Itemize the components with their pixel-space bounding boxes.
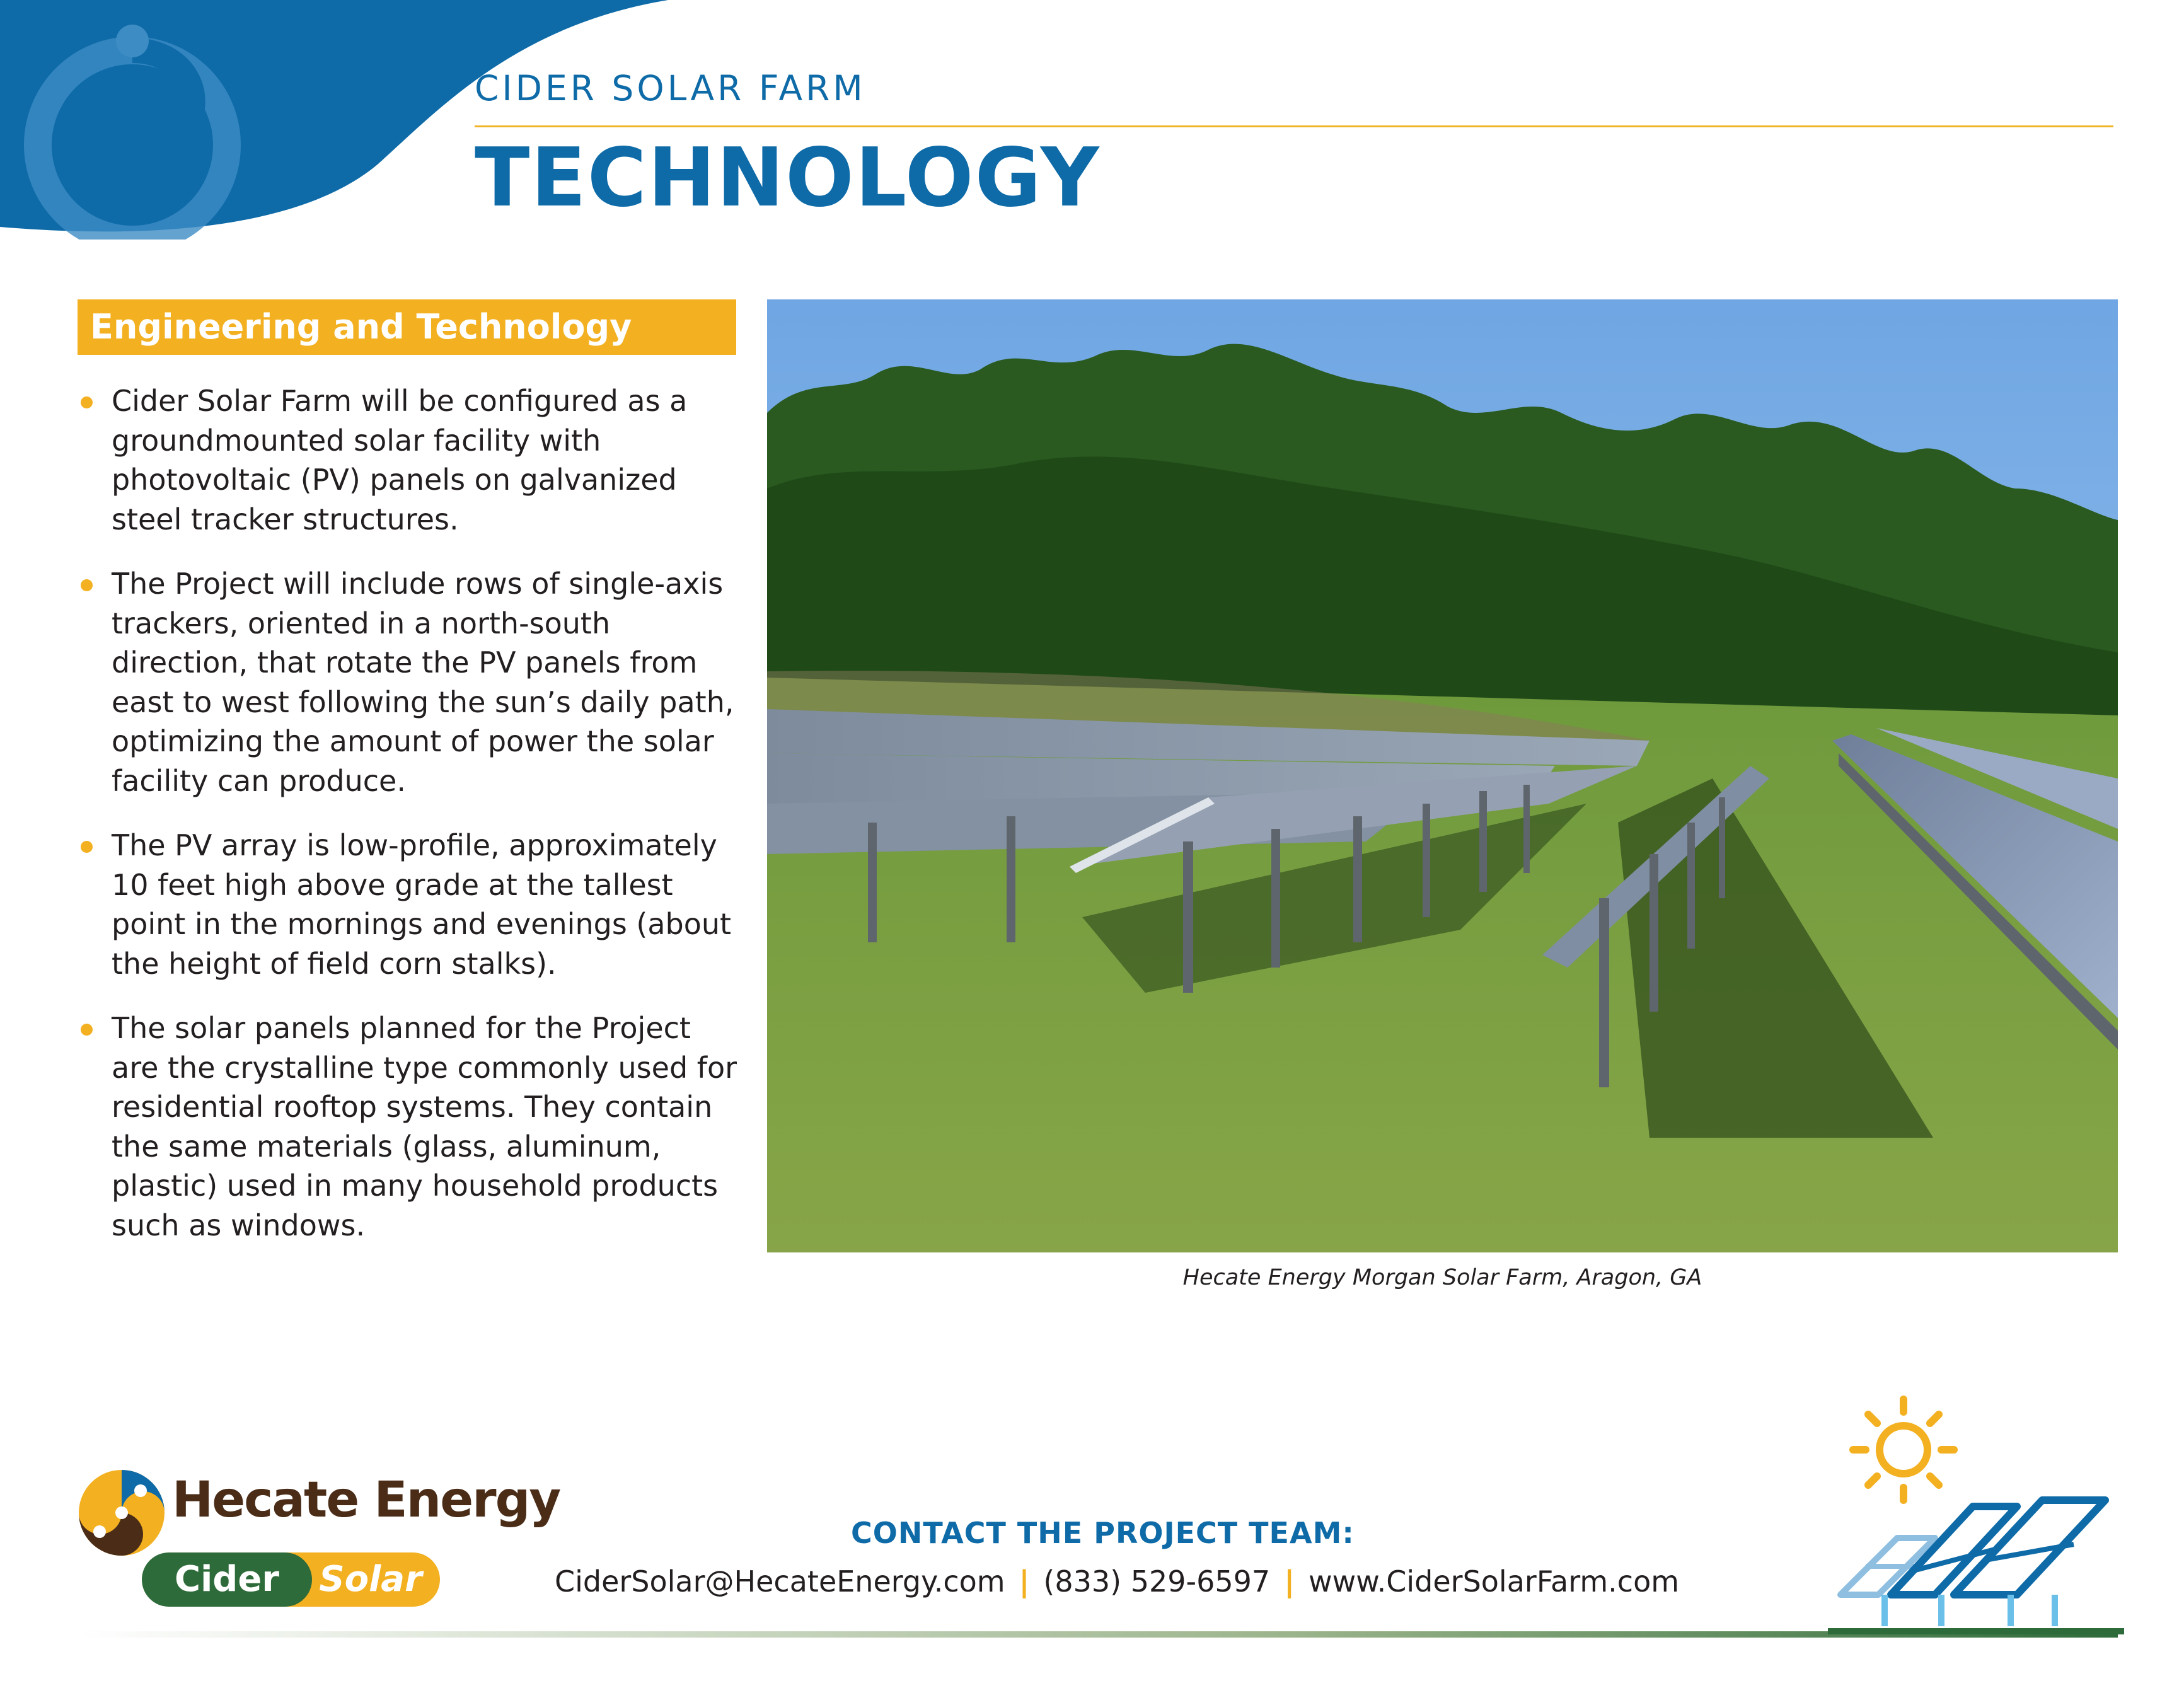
section-heading: Engineering and Technology (90, 307, 632, 347)
sun-solar-panel-icon (1828, 1387, 2124, 1639)
solar-farm-photo (767, 299, 2118, 1252)
page-title: TECHNOLOGY (475, 131, 1101, 225)
bullet-text: Cider Solar Farm will be configured as a groundmounted solar facility with photovoltaic (PV) panels on galvanized steel tracker structures. (112, 384, 688, 536)
page-subtitle: CIDER SOLAR FARM (475, 68, 866, 108)
contact-phone[interactable]: (833) 529-6597 (1043, 1564, 1271, 1598)
header-divider (475, 125, 2113, 127)
logo-solar-pill: Solar (276, 1552, 440, 1607)
bullet-item (76, 381, 744, 539)
bullet-text: The Project will include rows of single-axis trackers, oriented in a north-south direction, that rotate the PV panels from east to west following the sun’s daily path, optimizing the amount of power the solar facility can produce. (112, 567, 734, 798)
bullet-item (76, 564, 744, 801)
contact-line (555, 1564, 1679, 1598)
hecate-energy-logo (74, 1459, 560, 1610)
bullet-list (76, 381, 744, 1270)
hecate-emblem-icon (74, 1465, 169, 1560)
bullet-dot-icon (81, 1024, 93, 1036)
bullet-text: The solar panels planned for the Project are the crystalline type commonly used for residential rooftop systems. They contain the same materials (glass, aluminum, plastic) used in many household products such as windows. (112, 1011, 737, 1242)
separator: | (1019, 1564, 1030, 1598)
contact-website[interactable]: www.CiderSolarFarm.com (1309, 1564, 1680, 1598)
bullet-text: The PV array is low-profile, approximately 10 feet high above grade at the tallest point in the mornings and evenings (about the height of field corn stalks). (112, 828, 732, 981)
bullet-dot-icon (81, 579, 93, 591)
bullet-item (76, 826, 744, 983)
footer-gradient-line (78, 1631, 2118, 1638)
photo-caption: Hecate Energy Morgan Solar Farm, Aragon, GA (1182, 1265, 1702, 1290)
logo-cider-pill: Cider (142, 1552, 312, 1607)
bullet-dot-icon (81, 396, 93, 408)
contact-heading: CONTACT THE PROJECT TEAM: (851, 1516, 1355, 1550)
section-heading-bar (78, 299, 736, 355)
logo-company-name: Hecate Energy (172, 1472, 560, 1529)
bullet-item (76, 1009, 744, 1245)
bullet-dot-icon (81, 841, 93, 853)
contact-email[interactable]: CiderSolar@HecateEnergy.com (555, 1564, 1005, 1598)
separator: | (1284, 1564, 1295, 1598)
